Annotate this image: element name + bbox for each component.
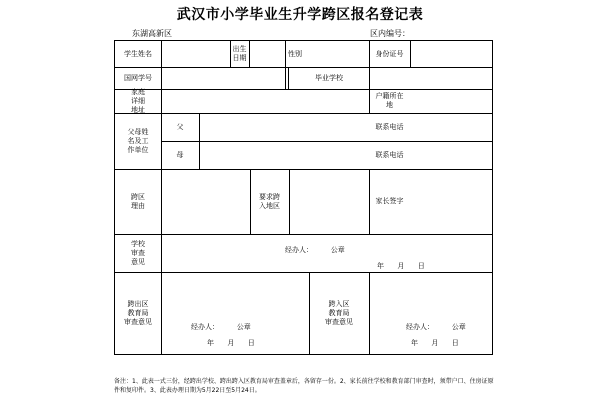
form-title: 武汉市小学毕业生升学跨区报名登记表 [176,7,424,23]
student-name-label: 学生姓名 [124,49,152,58]
school-review-label: 学校 审查 意见 [131,239,145,266]
col-divider [249,41,250,67]
col-divider [161,41,162,354]
agent-seal-text: 经办人： 公章 [285,246,345,254]
home-address-label: 家庭 详细 地址 [131,87,145,114]
birth-date-label: 出生 日期 [232,45,247,62]
registration-form-table [114,40,493,355]
transfer-out-bureau-label: 跨出区 教育局 审查意见 [124,299,152,326]
father-label: 父 [176,122,184,131]
col-divider [199,113,200,169]
col-divider [410,41,411,67]
transfer-in-bureau-label: 跨入区 教育局 审查意见 [325,299,353,326]
date-text: 年 月 日 [377,262,425,270]
row-divider [115,169,492,170]
district-name: 东湖高新区 [132,29,172,38]
row-divider [115,272,492,273]
col-divider [369,272,370,354]
agent-seal-text: 经办人： 公章 [406,323,466,331]
contact-phone-label: 联系电话 [375,122,404,131]
district-number-label: 区内编号： [370,29,410,38]
mother-label: 母 [176,150,184,159]
row-divider [115,89,492,90]
col-divider [285,67,286,89]
gender-label: 性别 [288,49,302,58]
date-text: 年 月 日 [207,339,255,347]
transfer-in-district-label: 要求跨 入地区 [259,192,280,210]
footnote: 备注：1、此表一式三份，经跨出学校、跨出跨入区教育局审查盖章后，各留存一份。2、家长前往学校和教育部门审查时，须带户口、住房证原件和复印件。3、此表办理日期为5月22日至5月24日。 [114,378,494,394]
agent-seal-text: 经办人： 公章 [191,323,251,331]
col-divider [289,169,290,234]
national-student-id-label: 国网学号 [124,73,152,82]
id-number-label: 身份证号 [375,49,404,58]
parents-info-label: 父母姓 名及工 作单位 [127,127,149,154]
row-divider [161,141,492,142]
graduating-school-label: 毕业学校 [315,73,343,82]
parent-signature-label: 家长签字 [375,197,404,205]
household-location-label: 户籍所在 地 [375,92,404,109]
date-text: 年 月 日 [411,339,459,347]
contact-phone-label: 联系电话 [375,150,404,159]
cross-district-reason-label: 跨区 理由 [131,192,145,210]
row-divider [115,234,492,235]
